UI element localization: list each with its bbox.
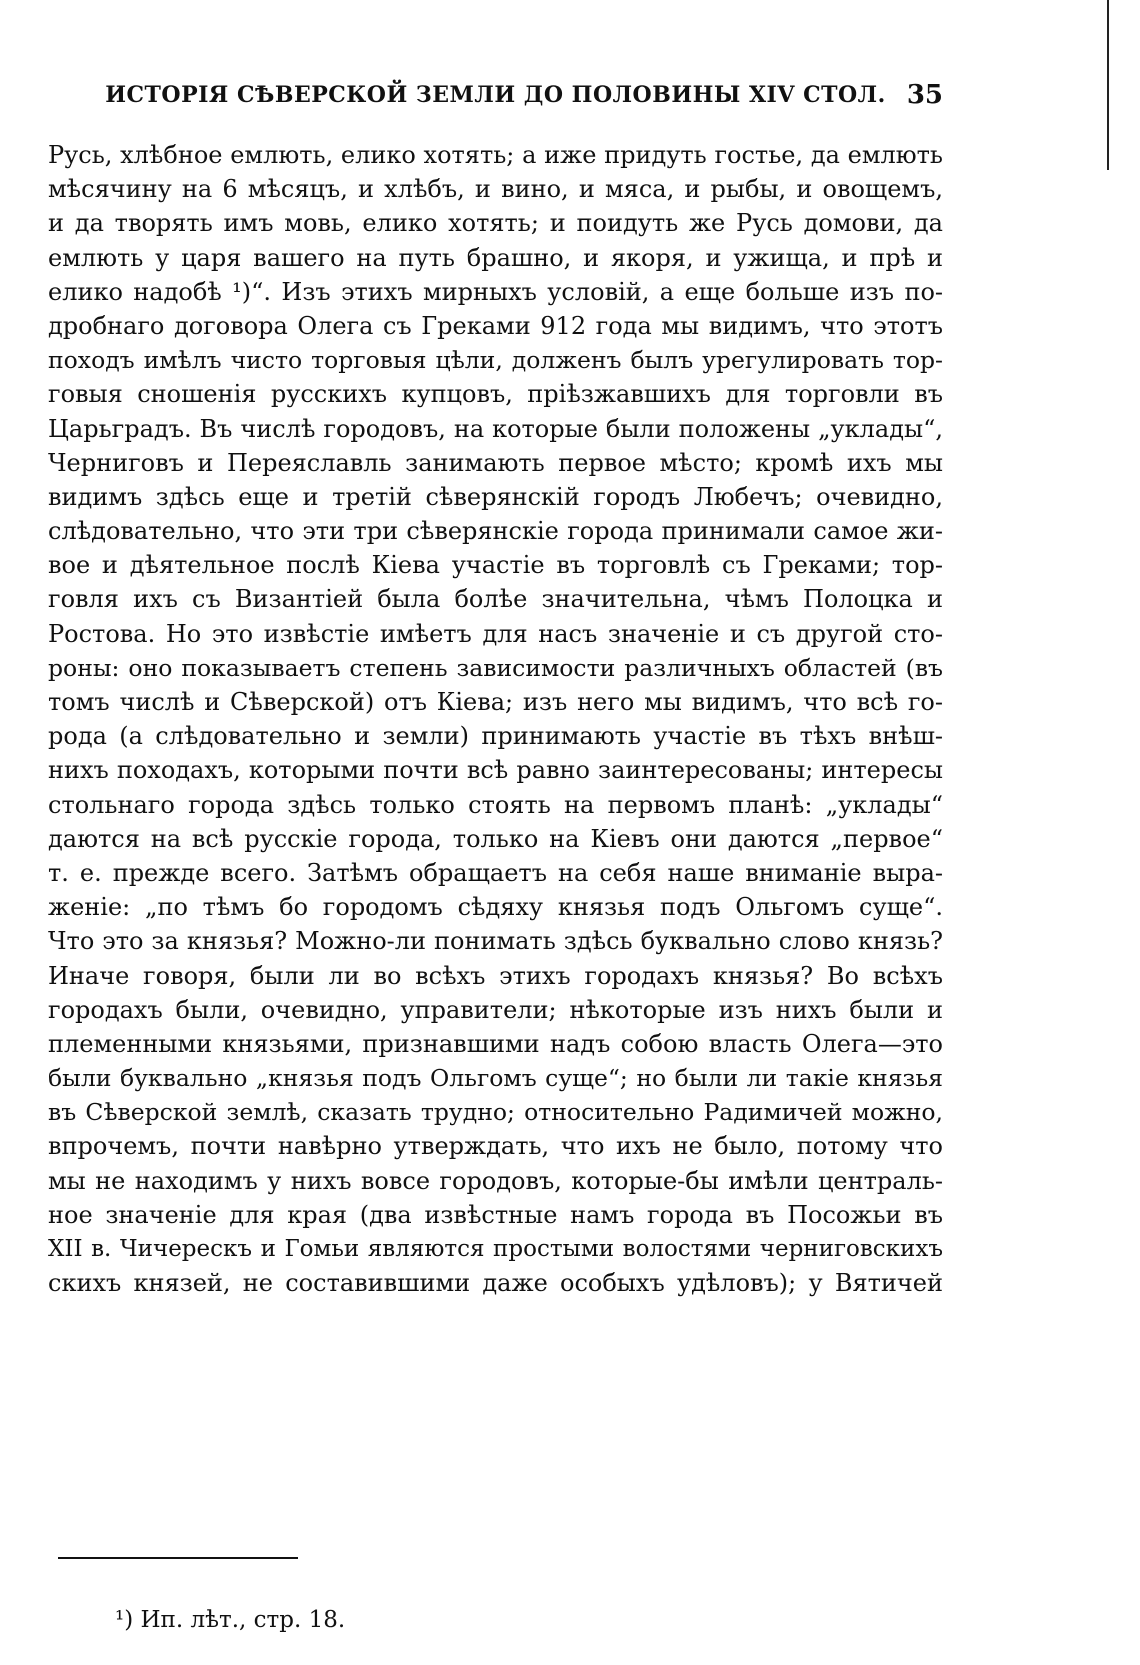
text-line: рода (а слѣдовательно и земли) принимають участіе въ тѣхъ внѣш- (48, 722, 943, 751)
text-line: походъ имѣлъ чисто торговыя цѣли, долженъ былъ урегулировать тор- (48, 346, 943, 375)
text-line: слѣдовательно, что эти три сѣверянскіе города принимали самое жи- (48, 517, 943, 546)
text-line: и да творять имъ мовь, елико хотять; и поидуть же Русь домови, да (48, 209, 943, 238)
text-line: Ростова. Но это извѣстіе имѣетъ для насъ значеніе и съ другой сто- (48, 619, 943, 648)
text-line: племенными князьями, признавшими надъ собою власть Олега—это (48, 1029, 943, 1058)
text-line: стольнаго города здѣсь только стоять на первомъ планѣ: „уклады“ (48, 790, 943, 819)
text-line: вое и дѣятельное послѣ Кіева участіе въ торговлѣ съ Греками; тор- (48, 551, 943, 580)
text-line: томъ числѣ и Сѣверской) отъ Кіева; изъ него мы видимъ, что всѣ го- (48, 688, 943, 716)
text-line: впрочемъ, почти навѣрно утверждать, что ихъ не было, потому что (48, 1132, 943, 1161)
page-edge-rule (1107, 0, 1109, 170)
text-line: нихъ походахъ, которыми почти всѣ равно заинтересованы; интересы (48, 756, 943, 785)
text-line: въ Сѣверской землѣ, сказать трудно; относительно Радимичей можно, (48, 1098, 943, 1127)
text-line: елико надобѣ ¹)“. Изъ этихъ мирныхъ условій, а еще больше изъ по- (48, 277, 943, 306)
text-line: Иначе говоря, были ли во всѣхъ этихъ городахъ князья? Во всѣхъ (48, 961, 943, 990)
text-line: емлють у царя вашего на путь брашно, и якоря, и ужища, и прѣ и (48, 243, 943, 272)
text-line: Что это за князья? Можно-ли понимать здѣсь буквально слово князь? (48, 927, 943, 956)
text-line: Черниговъ и Переяславль занимають первое мѣсто; кромѣ ихъ мы (48, 448, 943, 477)
footnote-separator (58, 1557, 298, 1559)
text-line: городахъ были, очевидно, управители; нѣкоторые изъ нихъ были и (48, 995, 943, 1024)
text-line: мы не находимъ у нихъ вовсе городовъ, которые-бы имѣли централь- (48, 1166, 943, 1195)
text-line: Русь, хлѣбное емлють, елико хотять; а иже придуть гостье, да емлють (48, 141, 943, 169)
page-header (48, 80, 943, 110)
running-title: ИСТОРІЯ СѢВЕРСКОЙ ЗЕМЛИ ДО ПОЛОВИНЫ XIV СТОЛ. (105, 82, 886, 108)
text-line: даются на всѣ русскіе города, только на Кіевъ они даются „первое“ (48, 824, 943, 853)
text-line: мѣсячину на 6 мѣсяцъ, и хлѣбъ, и вино, и мяса, и рыбы, и овощемъ, (48, 175, 943, 204)
page-number: 35 (906, 80, 943, 110)
text-line: говля ихъ съ Византіей была болѣе значительна, чѣмъ Полоцка и (48, 585, 943, 614)
text-line: говыя сношенія русскихъ купцовъ, пріѣзжавшихъ для торговли въ (48, 380, 943, 409)
text-line: скихъ князей, не составившими даже особыхъ удѣловъ); у Вятичей (48, 1269, 943, 1298)
body-text (48, 138, 943, 1300)
text-line: дробнаго договора Олега съ Греками 912 года мы видимъ, что этотъ (48, 311, 943, 340)
text-line: роны: оно показываетъ степень зависимости различныхъ областей (въ (48, 653, 943, 682)
text-line: женіе: „по тѣмъ бо городомъ сѣдяху князья подъ Ольгомъ суще“. (48, 893, 943, 922)
text-line: XII в. Чичерескъ и Гомьи являются простыми волостями черниговскихъ (48, 1236, 943, 1262)
text-line: были буквально „князья подъ Ольгомъ суще“; но были ли такіе князья (48, 1064, 943, 1093)
text-line: т. е. прежде всего. Затѣмъ обращаетъ на себя наше вниманіе выра- (48, 858, 943, 887)
footnote: ¹) Ип. лѣт., стр. 18. (115, 1607, 346, 1633)
text-line: ное значеніе для края (два извѣстные намъ города въ Посожьи въ (48, 1200, 943, 1229)
text-line: Царьградъ. Въ числѣ городовъ, на которые были положены „уклады“, (48, 414, 943, 443)
text-line: видимъ здѣсь еще и третій сѣверянскій городъ Любечъ; очевидно, (48, 482, 943, 511)
